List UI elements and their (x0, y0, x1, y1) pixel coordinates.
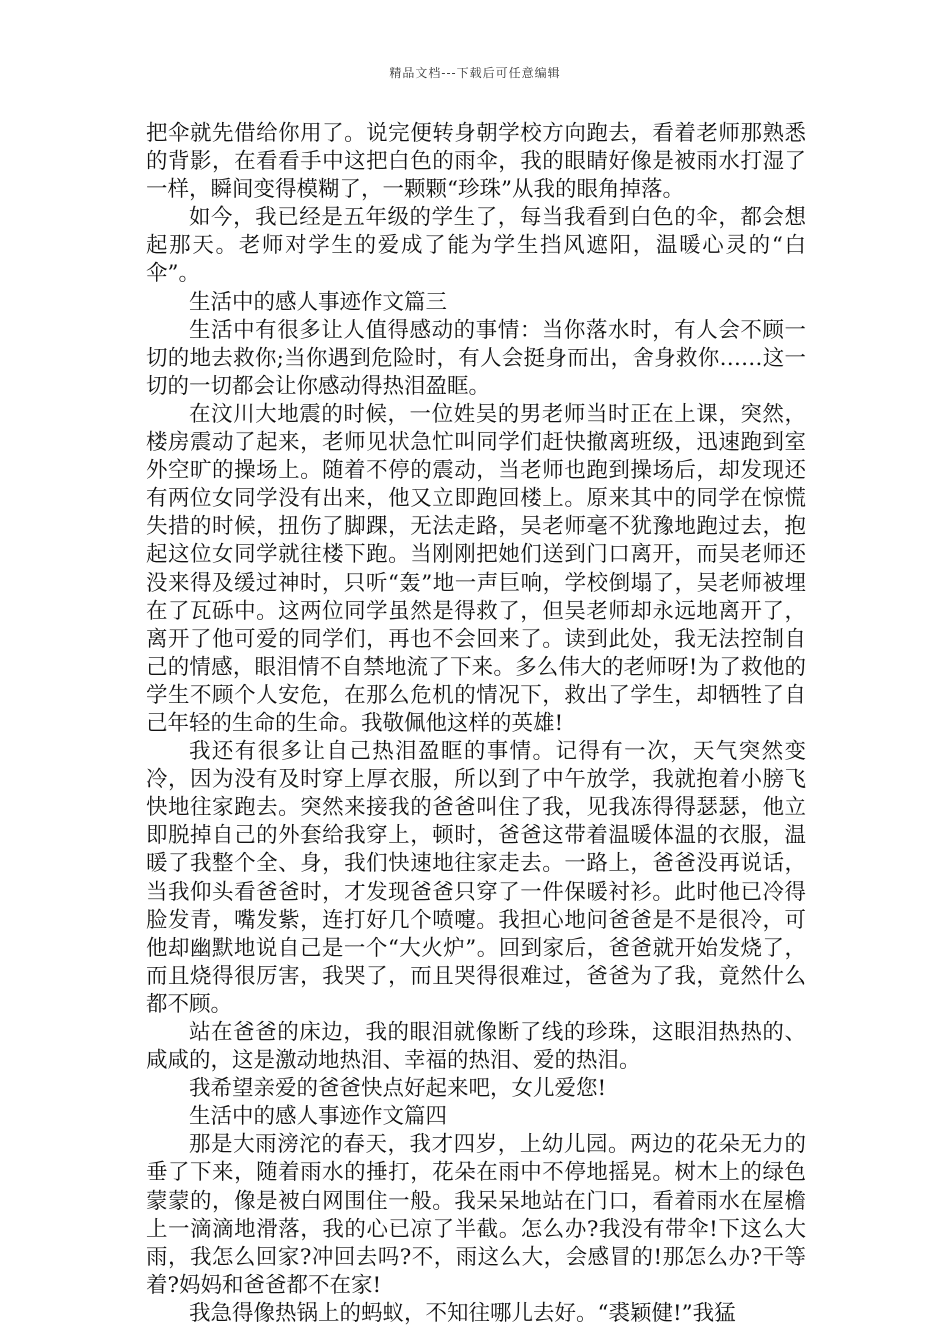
page-header: 精品文档---下载后可任意编辑 (389, 66, 561, 80)
paragraph-7: 我希望亲爱的爸爸快点好起来吧，女儿爱您! (189, 1076, 607, 1102)
document-body (146, 120, 806, 1328)
paragraph-3: 生活中有很多让人值得感动的事情：当你落水时，有人会不顾一切的地去救你;当你遇到危险时，有人会挺身而出，舍身救你……这一切的一切都会让你感动得热泪盈眶。 (146, 317, 806, 399)
paragraph-9: 我急得像热锅上的蚂蚁，不知往哪儿去好。“裘颖健!”我猛 (189, 1300, 736, 1326)
paragraph-2: 如今，我已经是五年级的学生了，每当我看到白色的伞，都会想起那天。老师对学生的爱成了能为学生挡风遮阳，温暖心灵的“白伞”。 (146, 205, 806, 287)
paragraph-5: 我还有很多让自己热泪盈眶的事情。记得有一次，天气突然变冷，因为没有及时穿上厚衣服，所以到了中午放学，我就抱着小膀飞快地往家跑去。突然来接我的爸爸叫住了我，见我冻得得瑟瑟，他立即脱掉自己的外套给我穿上，顿时，爸爸这带着温暖体温的衣服，温暖了我整个全、身，我们快速地往家走去。一路上，爸爸没再说话，当我仰头看爸爸时，才发现爸爸只穿了一件保暖衬衫。此时他已冷得脸发青，嘴发紫，连打好几个喷嚏。我担心地问爸爸是不是很冷，可他却幽默地说自己是一个“大火炉”。回到家后，爸爸就开始发烧了，而且烧得很厉害，我哭了，而且哭得很难过，爸爸为了我，竟然什么都不顾。 (146, 739, 806, 1017)
paragraph-8: 那是大雨滂沱的春天，我才四岁，上幼儿园。两边的花朵无力的垂了下来，随着雨水的捶打，花朵在雨中不停地摇晃。树木上的绿色蒙蒙的，像是被白网围住一般。我呆呆地站在门口，看着雨水在屋檐上一滴滴地滑落，我的心已凉了半截。怎么办?我没有带伞!下这么大雨，我怎么回家?冲回去吗?不，雨这么大，会感冒的!那怎么办?干等着?妈妈和爸爸都不在家! (146, 1132, 806, 1298)
section-heading-3: 生活中的感人事迹作文篇三 (189, 289, 448, 315)
paragraph-1: 把伞就先借给你用了。说完便转身朝学校方向跑去，看着老师那熟悉的背影，在看看手中这把白色的雨伞，我的眼睛好像是被雨水打湿了一样，瞬间变得模糊了，一颗颗“珍珠”从我的眼角掉落。 (146, 121, 806, 203)
paragraph-6: 站在爸爸的床边，我的眼泪就像断了线的珍珠，这眼泪热热的、咸咸的，这是激动地热泪、幸福的热泪、爱的热泪。 (146, 1020, 806, 1074)
paragraph-4: 在汶川大地震的时候，一位姓吴的男老师当时正在上课，突然，楼房震动了起来，老师见状急忙叫同学们赶快撤离班级，迅速跑到室外空旷的操场上。随着不停的震动，当老师也跑到操场后，却发现还有两位女同学没有出来，他又立即跑回楼上。原来其中的同学在惊慌失措的时候，扭伤了脚踝，无法走路，吴老师毫不犹豫地跑过去，抱起这位女同学就往楼下跑。当刚刚把她们送到门口离开，而吴老师还没来得及缓过神时，只听“轰”地一声巨响，学校倒塌了，吴老师被埋在了瓦砾中。这两位同学虽然是得救了，但吴老师却永远地离开了，离开了他可爱的同学们，再也不会回来了。读到此处，我无法控制自己的情感，眼泪情不自禁地流了下来。多么伟大的老师呀!为了救他的学生不顾个人安危，在那么危机的情况下，救出了学生，却牺牲了自己年轻的生命的生命。我敬佩他这样的英雄! (146, 401, 806, 736)
section-heading-4: 生活中的感人事迹作文篇四 (189, 1104, 448, 1130)
